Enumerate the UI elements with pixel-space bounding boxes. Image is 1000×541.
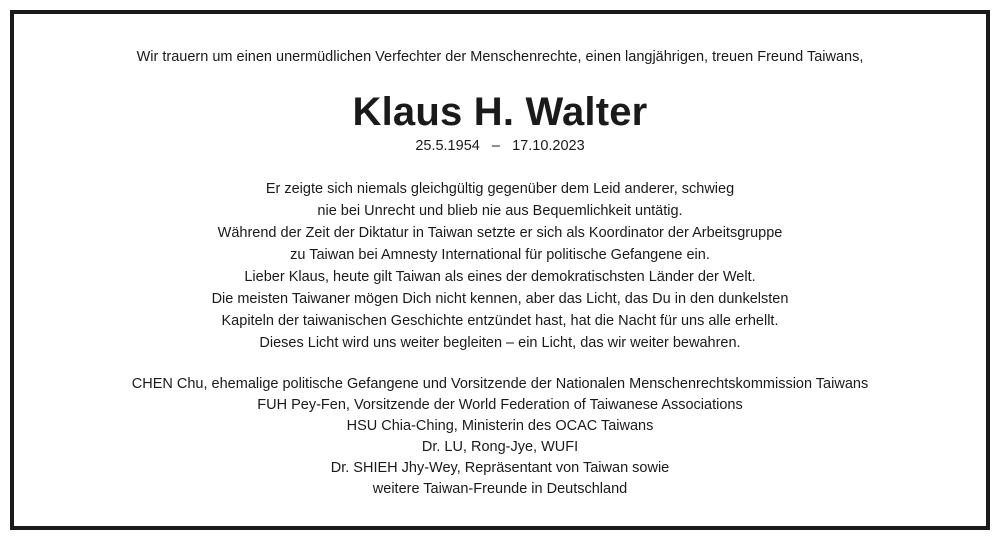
- death-date: 17.10.2023: [512, 138, 585, 154]
- signatory-line: Dr. SHIEH Jhy-Wey, Repräsentant von Taiwan sowie: [330, 460, 670, 476]
- tribute-line: Die meisten Taiwaner mögen Dich nicht kennen, aber das Licht, das Du in den dunkelsten: [211, 291, 789, 307]
- tribute-line: Lieber Klaus, heute gilt Taiwan als eines der demokratischsten Länder der Welt.: [244, 269, 756, 285]
- tribute-line: nie bei Unrecht und blieb nie aus Bequemlichkeit untätig.: [317, 203, 683, 219]
- signatory-line: CHEN Chu, ehemalige politische Gefangene und Vorsitzende der Nationalen Menschenrechtskommission Taiwans: [131, 376, 869, 392]
- tribute-line: Er zeigte sich niemals gleichgültig gegenüber dem Leid anderer, schwieg: [265, 181, 735, 197]
- birth-date: 25.5.1954: [415, 138, 480, 154]
- tribute-text: [14, 178, 986, 354]
- intro-text: Wir trauern um einen unermüdlichen Verfechter der Menschenrechte, einen langjährigen, treuen Freund Taiwans,: [136, 49, 864, 65]
- tribute-line: zu Taiwan bei Amnesty International für politische Gefangene ein.: [290, 247, 710, 263]
- signatories-list: [14, 374, 986, 500]
- signatory-line: FUH Pey-Fen, Vorsitzende der World Federation of Taiwanese Associations: [257, 397, 743, 413]
- tribute-line: Während der Zeit der Diktatur in Taiwan setzte er sich als Koordinator der Arbeitsgruppe: [217, 225, 783, 241]
- signatory-line: HSU Chia-Ching, Ministerin des OCAC Taiwans: [346, 418, 654, 434]
- obituary-notice: [14, 14, 986, 526]
- signatory-line: weitere Taiwan-Freunde in Deutschland: [372, 481, 628, 497]
- date-separator: –: [491, 138, 500, 154]
- signatory-line: Dr. LU, Rong-Jye, WUFI: [421, 439, 579, 455]
- tribute-line: Kapiteln der taiwanischen Geschichte entzündet hast, hat die Nacht für uns alle erhellt.: [221, 313, 779, 329]
- life-dates: [14, 136, 986, 156]
- tribute-line: Dieses Licht wird uns weiter begleiten – ein Licht, das wir weiter bewahren.: [259, 335, 741, 351]
- deceased-name: Klaus H. Walter: [352, 90, 648, 134]
